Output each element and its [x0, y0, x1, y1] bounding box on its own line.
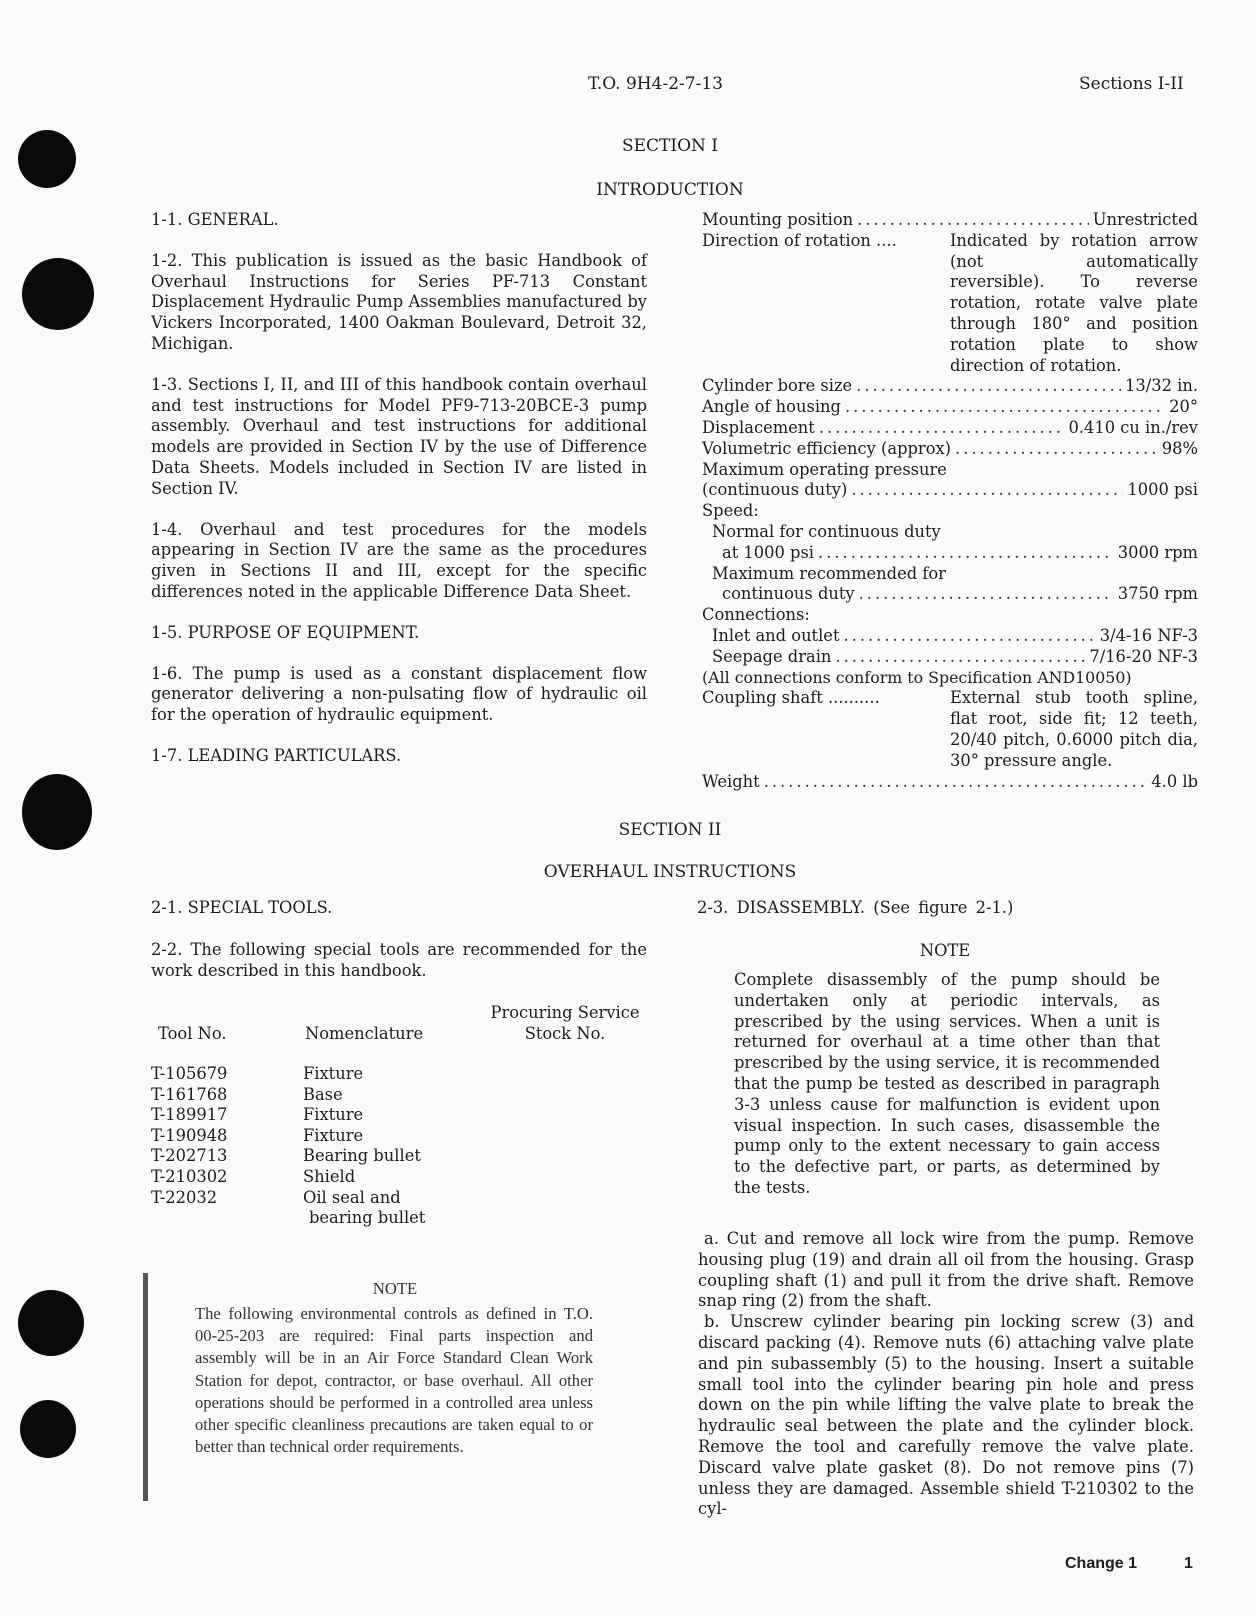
para-1-4: 1-4. Overhaul and test procedures for the models appearing in Section IV are the same as the procedures given in Sections II and III, except for the specific differences noted in the applicable Difference Data Sheet.	[151, 519, 647, 601]
col-tool-header: Tool No.	[158, 1024, 227, 1043]
nomenclature: Fixture	[303, 1105, 364, 1125]
nomenclature: Fixture	[303, 1064, 364, 1083]
value: 98%	[1161, 438, 1198, 458]
tool-number-column	[151, 1064, 227, 1208]
row-seepage	[702, 647, 1198, 668]
para-2-3: 2-3. DISASSEMBLY. (See figure 2-1.)	[697, 898, 1014, 917]
tool-number: T-189917	[151, 1105, 228, 1125]
col-stock-line2: Stock No.	[524, 1023, 606, 1043]
label: Displacement	[702, 417, 815, 437]
nomenclature-column	[303, 1064, 425, 1229]
para-1-7: 1-7. LEADING PARTICULARS.	[151, 745, 402, 765]
binder-hole	[20, 1400, 76, 1458]
label: at 1000 psi	[722, 542, 815, 562]
value: 13/32 in.	[1125, 376, 1198, 396]
para-1-3: 1-3. Sections I, II, and III of this handbook contain overhaul and test instructions for Model PF9-713-20BCE-3 pump assembly. Overhaul and test instructions for additional models are provided in Section IV by the use of Difference Data Sheets. Models included in Section IV are listed in Section IV.	[151, 374, 647, 498]
row-continuous-duty	[702, 480, 1198, 501]
binder-hole	[18, 130, 76, 188]
change-bar	[143, 1273, 148, 1501]
speed-label: Speed:	[702, 501, 759, 521]
para-2-2: 2-2. The following special tools are recommended for the work described in this handbook.	[151, 940, 647, 980]
value: 1000 psi	[1127, 480, 1198, 500]
label: Mounting position	[702, 210, 854, 229]
value: 3/4-16 NF-3	[1099, 625, 1198, 645]
left-column-sec1	[151, 210, 647, 767]
document-number: T.O. 9H4-2-7-13	[588, 74, 723, 94]
section-subtitle: OVERHAUL INSTRUCTIONS	[543, 862, 797, 882]
connections-note: (All connections conform to Specification AND10050)	[702, 667, 1132, 687]
connections-label: Connections:	[702, 605, 810, 625]
normal-label: Normal for continuous duty	[712, 521, 941, 541]
value: Indicated by rotation arrow (not automatically reversible). To reverse rotation, rotate valve plate through 180° and position rotation plate to show direction of rotation.	[950, 230, 1198, 375]
tool-number: T-210302	[151, 1166, 228, 1186]
row-cont-duty	[702, 584, 1198, 605]
nomenclature: Shield	[303, 1166, 356, 1186]
row-inlet	[702, 626, 1198, 647]
step-b: b. Unscrew cylinder bearing pin locking screw (3) and discard packing (4). Remove nuts (6) attaching valve plate and pin subassembly (5) to the housing. Insert a suitable small tool into the cylinder bearing pin hole and press down on the pin while lifting the valve plate to break the hydraulic seal between the plate and the cylinder block. Remove the tool and carefully remove the valve plate. Discard valve plate gasket (8). Do not remove pins (7) unless they are damaged. Assemble shield T-210302 to the cyl-	[698, 1312, 1194, 1519]
col-nomen-header: Nomenclature	[305, 1024, 424, 1043]
page-number: 1	[1184, 1555, 1193, 1572]
row-angle	[702, 397, 1198, 418]
value: External stub tooth spline, flat root, side fit; 12 teeth, 20/40 pitch, 0.6000 pitch dia, 30° pressure angle.	[950, 688, 1198, 770]
row-mounting	[702, 210, 1198, 231]
value: 20°	[1169, 397, 1198, 417]
section-title: SECTION I	[621, 136, 719, 156]
label: Seepage drain	[712, 646, 832, 666]
disassembly-steps	[698, 1229, 1194, 1520]
max-pressure-label: Maximum operating pressure	[702, 459, 947, 479]
value: Unrestricted	[1092, 210, 1198, 229]
note-left-text: The following environmental controls as defined in T.O. 00-25-203 are required: Final parts inspection and assembly will be in an Air Force Standard Clean Work Station for depot, contractor, or base overhaul. All other operations should be performed in a controlled area unless other specific cleanliness precautions are taken equal to or better than technical order requirements.	[195, 1304, 593, 1457]
binder-hole	[22, 774, 92, 850]
para-1-2: 1-2. This publication is issued as the basic Handbook of Overhaul Instructions for Series PF-713 Constant Displacement Hydraulic Pump Assemblies manufactured by Vickers Incorporated, 1400 Oakman Boulevard, Detroit 32, Michigan.	[151, 250, 647, 353]
row-at-1000	[702, 543, 1198, 564]
label: Coupling shaft ..........	[702, 688, 880, 708]
row-bore	[702, 376, 1198, 397]
para-1-6: 1-6. The pump is used as a constant displacement flow generator delivering a non-pulsating flow of hydraulic oil for the operation of hydraulic equipment.	[151, 663, 647, 725]
label: Inlet and outlet	[712, 625, 840, 645]
tool-number: T-190948	[151, 1125, 228, 1145]
label: (continuous duty)	[702, 480, 848, 500]
row-efficiency	[702, 439, 1198, 460]
value: 7/16-20 NF-3	[1089, 646, 1198, 666]
nomenclature: Bearing bullet	[303, 1146, 421, 1166]
col-stock-line1: Procuring Service	[490, 1003, 640, 1022]
para-1-5: 1-5. PURPOSE OF EQUIPMENT.	[151, 622, 420, 642]
max-recommended-label: Maximum recommended for	[712, 563, 946, 583]
para-1-1: 1-1. GENERAL.	[151, 210, 279, 229]
label: Weight	[702, 771, 760, 791]
label: Angle of housing	[702, 397, 841, 417]
binder-hole	[22, 258, 94, 330]
tool-number: T-105679	[151, 1064, 228, 1083]
section-subtitle: INTRODUCTION	[596, 180, 744, 200]
change-label: Change 1	[1065, 1555, 1138, 1572]
tool-number: T-202713	[151, 1146, 228, 1166]
note-right-text: Complete disassembly of the pump should be undertaken only at periodic intervals, as prescribed by the using services. When a unit is returned for overhaul at a time other than that prescribed by the using service, it is recommended that the pump be tested as described in paragraph 3-3 unless cause for malfunction is evident upon visual inspection. In such cases, disassemble the pump only to the extent necessary to gain access to the defective part, or parts, as determined by the tests.	[734, 970, 1160, 1197]
row-displacement	[702, 418, 1198, 439]
label: Cylinder bore size	[702, 376, 853, 396]
label: continuous duty	[722, 584, 855, 604]
note-left-title: NOTE	[372, 1279, 418, 1298]
row-rotation	[702, 231, 1198, 377]
col-stock-header	[475, 1003, 655, 1045]
nomenclature: bearing bullet	[309, 1208, 426, 1228]
sections-label: Sections I-II	[1079, 74, 1184, 94]
value: 3750 rpm	[1117, 584, 1198, 604]
leading-particulars	[702, 210, 1198, 792]
tool-number: T-161768	[151, 1084, 228, 1104]
row-weight	[702, 772, 1198, 793]
row-coupling	[702, 688, 1198, 771]
section-title: SECTION II	[618, 820, 722, 840]
value: 0.410 cu in./rev	[1068, 417, 1198, 437]
value: 4.0 lb	[1151, 771, 1198, 791]
binder-hole	[18, 1290, 84, 1356]
label: Volumetric efficiency (approx)	[702, 438, 952, 458]
note-right-title: NOTE	[919, 941, 971, 960]
para-2-1: 2-1. SPECIAL TOOLS.	[151, 898, 333, 917]
label: Direction of rotation ....	[702, 230, 897, 250]
step-a: a. Cut and remove all lock wire from the pump. Remove housing plug (19) and drain all oil from the housing. Grasp coupling shaft (1) and pull it from the drive shaft. Remove snap ring (2) from the shaft.	[698, 1229, 1194, 1311]
value: 3000 rpm	[1117, 542, 1198, 562]
tool-number: T-22032	[151, 1187, 218, 1207]
nomenclature: Oil seal and	[303, 1187, 401, 1207]
nomenclature: Fixture	[303, 1125, 364, 1145]
nomenclature: Base	[303, 1084, 343, 1104]
